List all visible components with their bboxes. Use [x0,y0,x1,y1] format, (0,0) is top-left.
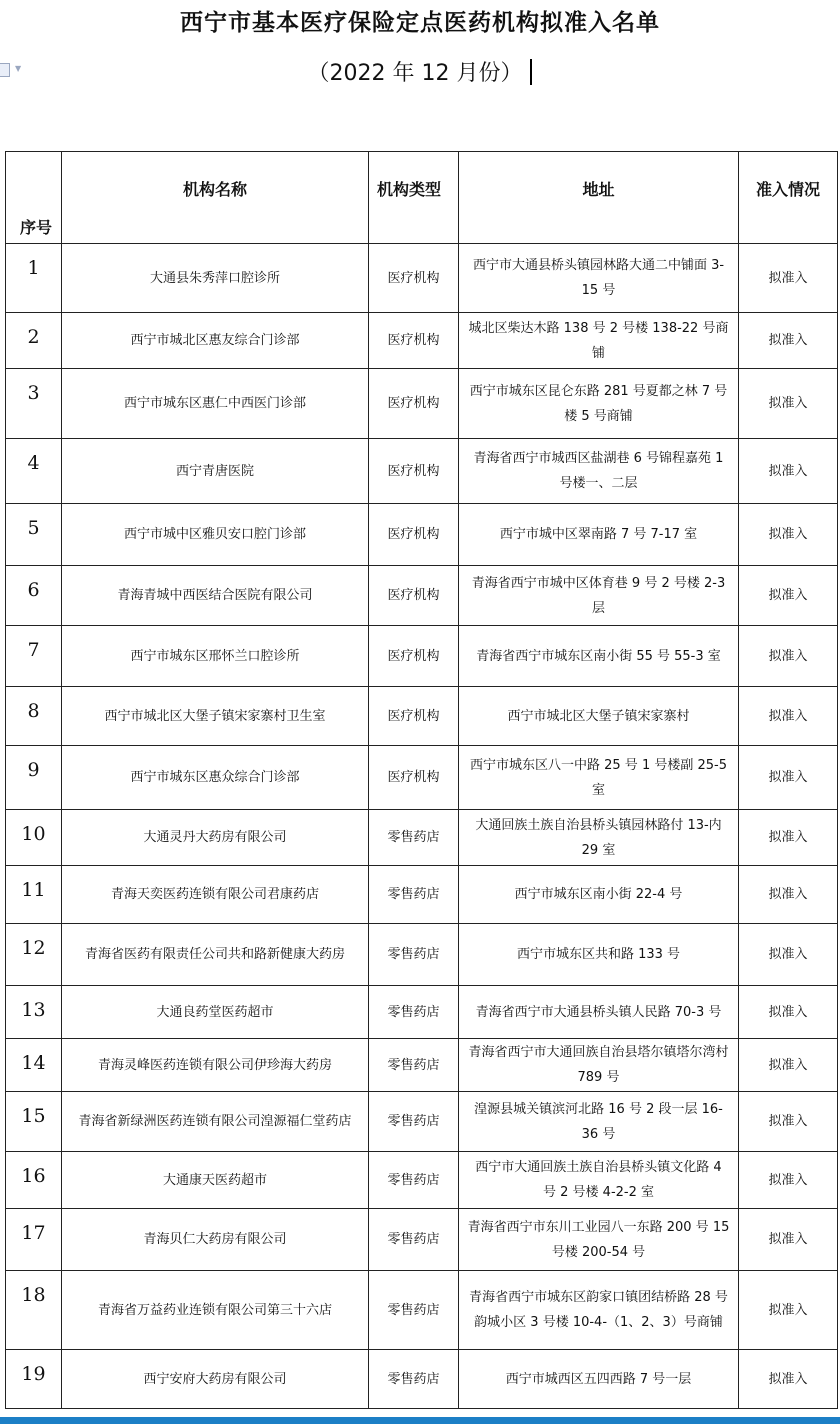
table-header-row [6,152,838,244]
row-name: 西宁青唐医院 [62,439,369,504]
row-seq: 7 [6,626,62,687]
row-type: 零售药店 [369,1271,459,1350]
document-subtitle [0,56,840,87]
table-row [6,1271,838,1350]
row-type: 零售药店 [369,810,459,866]
row-seq: 6 [6,566,62,626]
row-status: 拟准入 [739,504,838,566]
row-seq: 2 [6,313,62,369]
text-cursor [530,59,532,85]
table-row [6,369,838,439]
row-address: 青海省西宁市城东区韵家口镇团结桥路 28 号韵城小区 3 号楼 10-4-（1、2、3）号商铺 [459,1271,739,1350]
row-type: 医疗机构 [369,566,459,626]
row-seq: 16 [6,1152,62,1209]
table-row [6,687,838,746]
row-name: 青海青城中西医结合医院有限公司 [62,566,369,626]
row-type: 医疗机构 [369,369,459,439]
row-status: 拟准入 [739,369,838,439]
table-row [6,566,838,626]
row-name: 青海灵峰医药连锁有限公司伊珍海大药房 [62,1039,369,1092]
header-name: 机构名称 [62,152,369,244]
row-name: 大通县朱秀萍口腔诊所 [62,244,369,313]
row-seq: 8 [6,687,62,746]
row-status: 拟准入 [739,1350,838,1409]
row-status: 拟准入 [739,1039,838,1092]
row-seq: 1 [6,244,62,313]
row-status: 拟准入 [739,626,838,687]
row-address: 湟源县城关镇滨河北路 16 号 2 段一层 16-36 号 [459,1092,739,1152]
row-type: 零售药店 [369,1092,459,1152]
row-status: 拟准入 [739,566,838,626]
row-status: 拟准入 [739,810,838,866]
table-row [6,746,838,810]
row-seq: 19 [6,1350,62,1409]
row-name: 西宁市城东区邢怀兰口腔诊所 [62,626,369,687]
row-status: 拟准入 [739,1092,838,1152]
row-seq: 9 [6,746,62,810]
row-type: 医疗机构 [369,244,459,313]
row-status: 拟准入 [739,1209,838,1271]
row-address: 西宁市大通县桥头镇园林路大通二中铺面 3-15 号 [459,244,739,313]
header-status: 准入情况 [739,152,838,244]
row-type: 零售药店 [369,924,459,986]
row-type: 零售药店 [369,1350,459,1409]
document-title: 西宁市基本医疗保险定点医药机构拟准入名单 [180,10,660,36]
row-name: 西宁市城北区大堡子镇宋家寨村卫生室 [62,687,369,746]
row-status: 拟准入 [739,746,838,810]
bottom-border-bar [0,1417,840,1424]
row-name: 西宁市城东区惠众综合门诊部 [62,746,369,810]
row-address: 西宁市城西区五四西路 7 号一层 [459,1350,739,1409]
row-address: 西宁市城北区大堡子镇宋家寨村 [459,687,739,746]
table-row [6,1152,838,1209]
row-address: 青海省西宁市城东区南小街 55 号 55-3 室 [459,626,739,687]
row-type: 医疗机构 [369,746,459,810]
row-address: 西宁市城东区南小街 22-4 号 [459,866,739,924]
row-seq: 18 [6,1271,62,1350]
row-name: 青海贝仁大药房有限公司 [62,1209,369,1271]
table-row [6,924,838,986]
row-status: 拟准入 [739,439,838,504]
row-name: 大通康天医药超市 [62,1152,369,1209]
row-address: 青海省西宁市城西区盐湖巷 6 号锦程嘉苑 1 号楼一、二层 [459,439,739,504]
table-row [6,1039,838,1092]
row-type: 医疗机构 [369,626,459,687]
row-name: 青海天奕医药连锁有限公司君康药店 [62,866,369,924]
row-name: 青海省新绿洲医药连锁有限公司湟源福仁堂药店 [62,1092,369,1152]
table-body [6,244,838,1409]
table-row [6,866,838,924]
table-row [6,504,838,566]
header-address: 地址 [459,152,739,244]
row-address: 青海省西宁市大通回族自治县塔尔镇塔尔湾村 789 号 [459,1039,739,1092]
row-address: 西宁市城东区昆仑东路 281 号夏都之林 7 号楼 5 号商铺 [459,369,739,439]
row-seq: 12 [6,924,62,986]
row-seq: 17 [6,1209,62,1271]
row-name: 西宁市城东区惠仁中西医门诊部 [62,369,369,439]
chevron-down-icon[interactable]: ▼ [15,64,22,73]
row-address: 青海省西宁市大通县桥头镇人民路 70-3 号 [459,986,739,1039]
table-row [6,1209,838,1271]
row-status: 拟准入 [739,313,838,369]
row-seq: 13 [6,986,62,1039]
table-row [6,244,838,313]
row-name: 大通灵丹大药房有限公司 [62,810,369,866]
row-type: 医疗机构 [369,504,459,566]
table-row [6,439,838,504]
row-status: 拟准入 [739,1152,838,1209]
row-name: 青海省万益药业连锁有限公司第三十六店 [62,1271,369,1350]
row-status: 拟准入 [739,986,838,1039]
row-name: 西宁安府大药房有限公司 [62,1350,369,1409]
table-row [6,1092,838,1152]
header-type: 机构类型 [369,152,459,244]
row-address: 大通回族土族自治县桥头镇园林路付 13-内 29 室 [459,810,739,866]
row-address: 西宁市大通回族土族自治县桥头镇文化路 4 号 2 号楼 4-2-2 室 [459,1152,739,1209]
row-seq: 11 [6,866,62,924]
row-status: 拟准入 [739,866,838,924]
row-address: 青海省西宁市东川工业园八一东路 200 号 15 号楼 200-54 号 [459,1209,739,1271]
row-seq: 15 [6,1092,62,1152]
row-name: 西宁市城中区雅贝安口腔门诊部 [62,504,369,566]
row-type: 医疗机构 [369,439,459,504]
header-seq: 序号 [6,152,62,244]
row-name: 西宁市城北区惠友综合门诊部 [62,313,369,369]
row-seq: 4 [6,439,62,504]
row-name: 青海省医药有限责任公司共和路新健康大药房 [62,924,369,986]
row-name: 大通良药堂医药超市 [62,986,369,1039]
row-type: 医疗机构 [369,687,459,746]
row-type: 医疗机构 [369,313,459,369]
row-status: 拟准入 [739,1271,838,1350]
institution-table [5,151,838,1409]
row-seq: 14 [6,1039,62,1092]
row-type: 零售药店 [369,1152,459,1209]
row-seq: 3 [6,369,62,439]
row-seq: 10 [6,810,62,866]
row-address: 城北区柴达木路 138 号 2 号楼 138-22 号商铺 [459,313,739,369]
row-type: 零售药店 [369,1209,459,1271]
row-type: 零售药店 [369,1039,459,1092]
table-row [6,626,838,687]
table-row [6,313,838,369]
row-status: 拟准入 [739,244,838,313]
table-row [6,810,838,866]
row-address: 西宁市城东区八一中路 25 号 1 号楼副 25-5 室 [459,746,739,810]
table-row [6,1350,838,1409]
row-type: 零售药店 [369,866,459,924]
row-status: 拟准入 [739,687,838,746]
row-address: 西宁市城中区翠南路 7 号 7-17 室 [459,504,739,566]
row-seq: 5 [6,504,62,566]
row-type: 零售药店 [369,986,459,1039]
table-row [6,986,838,1039]
row-status: 拟准入 [739,924,838,986]
row-address: 青海省西宁市城中区体育巷 9 号 2 号楼 2-3 层 [459,566,739,626]
subtitle-text: （2022 年 12 月份） [307,61,523,86]
row-address: 西宁市城东区共和路 133 号 [459,924,739,986]
